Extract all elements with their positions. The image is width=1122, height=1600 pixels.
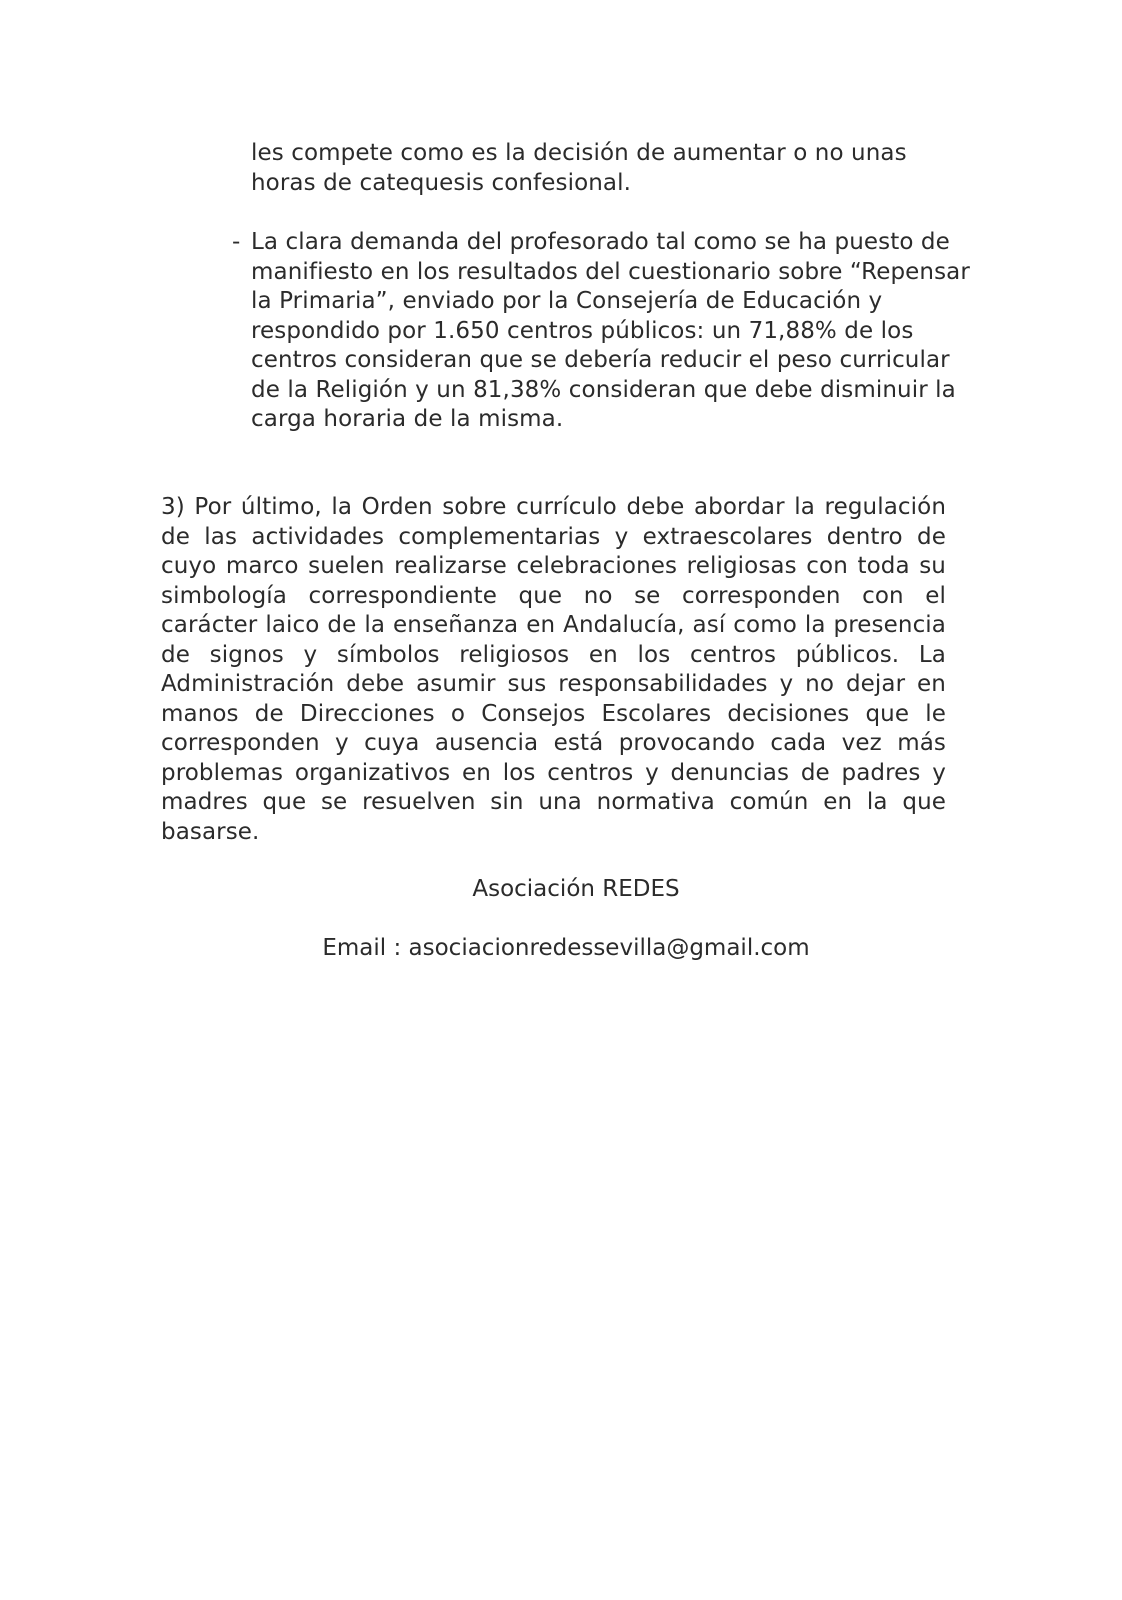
bullet-marker: -	[232, 229, 241, 255]
bullet-item	[232, 228, 972, 435]
bullet-text: La clara demanda del profesorado tal como se ha puesto de manifiesto en los resultados del cuestionario sobre “Repensar la Primaria”, enviado por la Consejería de Educación y respondido por 1.650 centros públicos: un 71,88% de los centros consideran que se debería reducir el peso curricular de la Religión y un 81,38% consideran que debe disminuir la carga horaria de la misma.	[251, 229, 970, 432]
continuation-paragraph: les compete como es la decisión de aumentar o no unas horas de catequesis confesional.	[251, 140, 907, 196]
contact-email: Email : asociacionredessevilla@gmail.com	[322, 935, 810, 961]
paragraph-3: 3) Por último, la Orden sobre currículo debe abordar la regulación de las actividades complementarias y extraescolares dentro de cuyo marco suelen realizarse celebraciones religiosas con toda su simbología correspondiente que no se corresponden con el carácter laico de la enseñanza en Andalucía, así como la presencia de signos y símbolos religiosos en los centros públicos. La Administración debe asumir sus responsabilidades y no dejar en manos de Direcciones o Consejos Escolares decisiones que le corresponden y cuya ausencia está provocando cada vez más problemas organizativos en los centros y denuncias de padres y madres que se resuelven sin una normativa común en la que basarse.	[161, 494, 946, 845]
organization-name: Asociación REDES	[472, 876, 680, 902]
